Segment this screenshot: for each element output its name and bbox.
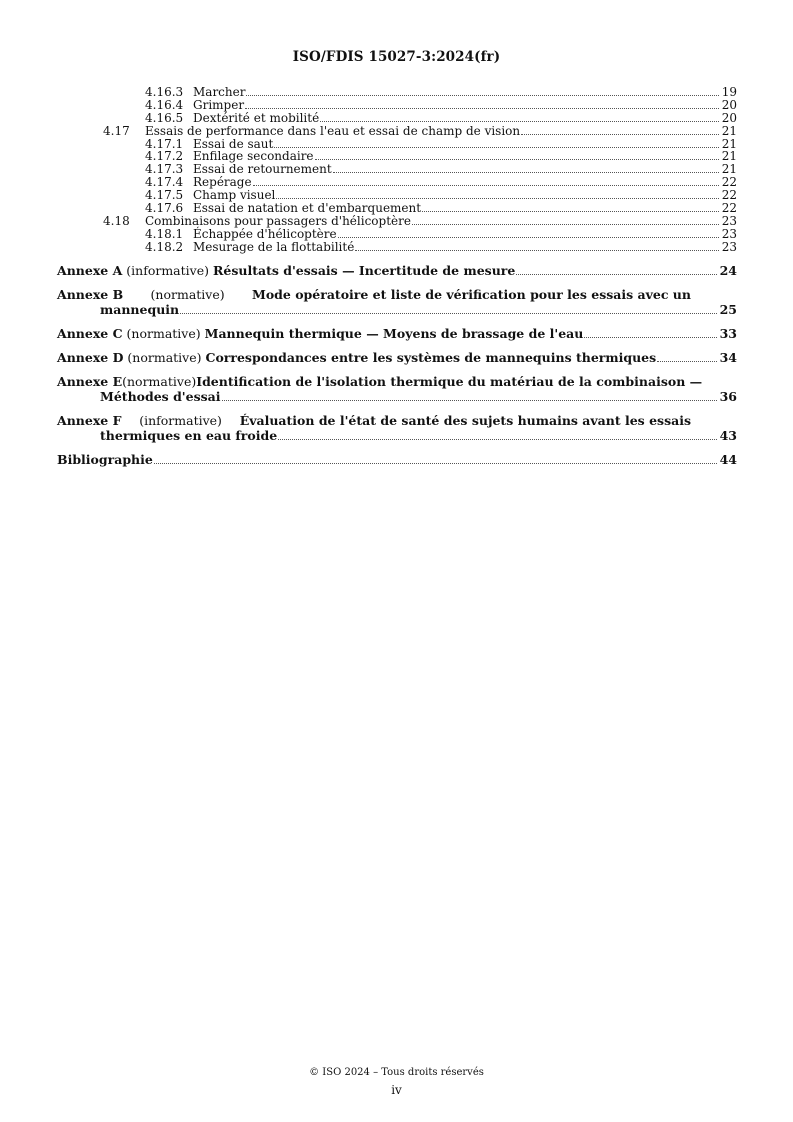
footer-copyright: © ISO 2024 – Tous droits réservés xyxy=(309,1067,484,1078)
annex-type: (normative) xyxy=(126,325,201,341)
toc-entry-number: 4.17.3 xyxy=(145,162,184,177)
toc-entry-page: 21 xyxy=(721,123,737,138)
toc-leader-dots xyxy=(320,112,719,122)
table-of-contents xyxy=(57,86,737,467)
annex-title-line1: Mode opératoire et liste de vérification pour les essais avec un xyxy=(252,286,691,302)
annex-label: Annexe F xyxy=(57,412,122,428)
toc-entry-number: 4.16.4 xyxy=(145,97,184,112)
toc-entry-title: Mesurage de la flottabilité xyxy=(193,239,355,254)
annex-title-line2: thermiques en eau froide xyxy=(100,427,278,443)
annex-title: Correspondances entre les systèmes de mannequins thermiques xyxy=(205,349,657,365)
toc-entry-number: 4.16.5 xyxy=(145,110,184,125)
toc-leader-dots xyxy=(253,176,719,186)
toc-entry-page: 21 xyxy=(721,149,737,164)
toc-entry-title: Dextérité et mobilité xyxy=(193,110,320,125)
toc-leader-dots xyxy=(180,303,717,314)
toc-entry[interactable] xyxy=(57,112,737,125)
toc-annex-entry[interactable] xyxy=(57,326,737,341)
annex-page: 24 xyxy=(719,262,737,278)
toc-entry-title: Essai de natation et d'embarquement xyxy=(193,201,422,216)
toc-leader-dots xyxy=(222,390,717,401)
annex-page: 25 xyxy=(719,301,737,317)
toc-entry-number: 4.18.1 xyxy=(145,226,184,241)
toc-entry-title: Combinaisons pour passagers d'hélicoptère xyxy=(145,213,411,228)
annex-title-line1: Évaluation de l'état de santé des sujets humains avant les essais xyxy=(239,412,691,428)
bibliography-title: Bibliographie xyxy=(57,451,153,467)
toc-section-entries xyxy=(57,86,737,254)
toc-annex-entry[interactable] xyxy=(57,413,737,443)
toc-entry-number: 4.18 xyxy=(103,213,130,228)
toc-entry[interactable] xyxy=(57,241,737,254)
annex-type: (normative) xyxy=(122,373,197,389)
toc-entry-number: 4.16.3 xyxy=(145,85,184,99)
toc-entry-page: 21 xyxy=(721,136,737,151)
annex-title-line2: mannequin xyxy=(100,301,180,317)
toc-entry-page: 23 xyxy=(721,239,737,254)
toc-leader-dots xyxy=(246,86,719,96)
toc-leader-dots xyxy=(274,138,719,148)
toc-entry-number: 4.17.6 xyxy=(145,201,184,216)
toc-annex-entry[interactable] xyxy=(57,374,737,404)
toc-entry-page: 20 xyxy=(721,110,737,125)
toc-entry-page: 19 xyxy=(721,85,737,99)
toc-entry-number: 4.18.2 xyxy=(145,239,184,254)
toc-entry[interactable] xyxy=(57,99,737,112)
annex-label: Annexe E xyxy=(57,373,123,389)
document-header: ISO/FDIS 15027-3:2024(fr) xyxy=(292,49,501,65)
toc-entry[interactable] xyxy=(57,125,737,138)
toc-entry-number: 4.17.1 xyxy=(145,136,184,151)
toc-entry-title: Essai de saut xyxy=(193,136,274,151)
annex-title-line2: Méthodes d'essai xyxy=(100,388,221,404)
toc-leader-dots xyxy=(276,189,719,199)
toc-annex-entry[interactable] xyxy=(57,287,737,317)
toc-entry-number: 4.17.5 xyxy=(145,188,184,203)
toc-leader-dots xyxy=(422,202,719,212)
toc-annex-entry[interactable] xyxy=(57,350,737,365)
annex-label: Annexe B xyxy=(57,286,124,302)
toc-annex-entry[interactable] xyxy=(57,263,737,278)
toc-entry-page: 23 xyxy=(721,213,737,228)
annex-page: 36 xyxy=(719,388,737,404)
toc-entry[interactable] xyxy=(57,202,737,215)
annex-label: Annexe C xyxy=(57,325,123,341)
footer-page-number: iv xyxy=(391,1083,402,1097)
annex-type: (normative) xyxy=(150,286,225,302)
toc-entry-page: 22 xyxy=(721,201,737,216)
annex-title: Mannequin thermique — Moyens de brassage de l'eau xyxy=(204,325,584,341)
annex-type: (informative) xyxy=(139,412,222,428)
toc-entry-page: 22 xyxy=(721,188,737,203)
toc-entry[interactable] xyxy=(57,228,737,241)
toc-leader-dots xyxy=(516,264,717,275)
toc-entry-title: Échappée d'hélicoptère xyxy=(193,226,337,241)
toc-entry-title: Essais de performance dans l'eau et essai de champ de vision xyxy=(145,123,521,138)
toc-leader-dots xyxy=(584,327,717,338)
toc-entry-title: Enfilage secondaire xyxy=(193,149,314,164)
toc-entry-title: Marcher xyxy=(193,85,246,99)
toc-leader-dots xyxy=(412,215,719,225)
toc-entry[interactable] xyxy=(57,86,737,99)
annex-label: Annexe A xyxy=(57,262,123,278)
toc-bibliography[interactable] xyxy=(57,452,737,467)
annex-page: 43 xyxy=(719,427,737,443)
toc-leader-dots xyxy=(154,453,717,464)
annex-page: 34 xyxy=(719,349,737,365)
toc-entry-number: 4.17 xyxy=(103,123,130,138)
toc-leader-dots xyxy=(278,429,717,440)
toc-entry-title: Essai de retournement xyxy=(193,162,332,177)
toc-entry-page: 20 xyxy=(721,97,737,112)
toc-leader-dots xyxy=(657,351,717,362)
annex-title: Résultats d'essais — Incertitude de mesure xyxy=(212,262,516,278)
annex-title-line1: Identification de l'isolation thermique du matériau de la combinaison — xyxy=(196,373,703,389)
toc-entry-page: 22 xyxy=(721,175,737,190)
toc-leader-dots xyxy=(521,125,719,135)
annex-type: (normative) xyxy=(127,349,202,365)
toc-entry[interactable] xyxy=(57,215,737,228)
annex-type: (informative) xyxy=(126,262,209,278)
toc-entry-title: Repérage xyxy=(193,175,252,190)
toc-entry-number: 4.17.4 xyxy=(145,175,184,190)
toc-leader-dots xyxy=(333,163,719,173)
toc-entry-title: Grimper xyxy=(193,97,245,112)
annex-label: Annexe D xyxy=(57,349,124,365)
toc-annex-entries xyxy=(57,263,737,443)
toc-leader-dots xyxy=(355,241,719,251)
toc-entry-title: Champ visuel xyxy=(193,188,276,203)
toc-leader-dots xyxy=(245,99,719,109)
annex-page: 33 xyxy=(719,325,737,341)
toc-leader-dots xyxy=(338,228,719,238)
toc-entry-page: 23 xyxy=(721,226,737,241)
toc-entry-page: 21 xyxy=(721,162,737,177)
toc-entry-number: 4.17.2 xyxy=(145,149,184,164)
toc-leader-dots xyxy=(315,150,719,160)
bibliography-page: 44 xyxy=(719,451,737,467)
